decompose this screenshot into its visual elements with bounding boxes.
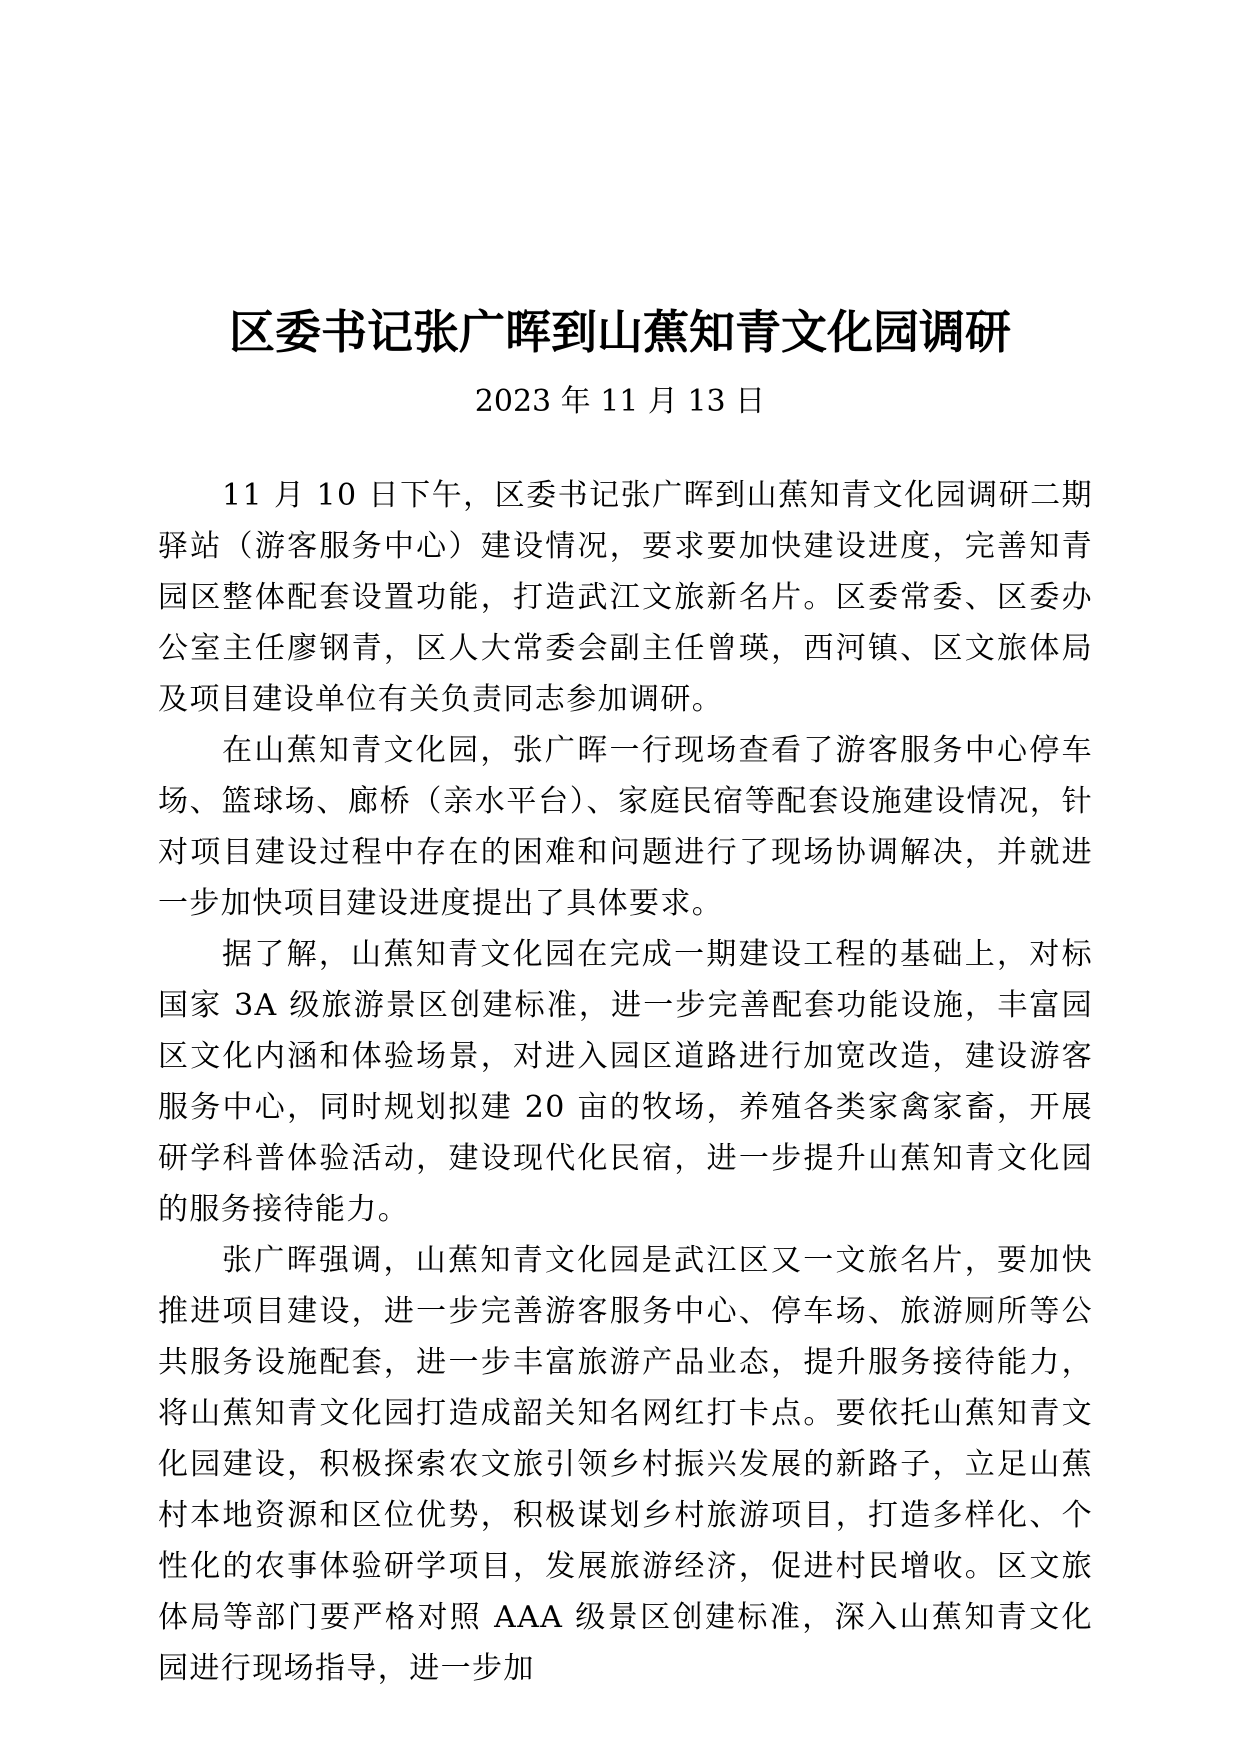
paragraph-4: 张广晖强调，山蕉知青文化园是武江区又一文旅名片，要加快推进项目建设，进一步完善游客服务中心、停车场、旅游厕所等公共服务设施配套，进一步丰富旅游产品业态，提升服务接待能力，将山蕉知青文化园打造成韶关知名网红打卡点。要依托山蕉知青文化园建设，积极探索农文旅引领乡村振兴发展的新路子，立足山蕉村本地资源和区位优势，积极谋划乡村旅游项目，打造多样化、个性化的农事体验研学项目，发展旅游经济，促进村民增收。区文旅体局等部门要严格对照 AAA 级景区创建标准，深入山蕉知青文化园进行现场指导，进一步加 bbox=[158, 1243, 1093, 1686]
paragraph-1: 11 月 10 日下午，区委书记张广晖到山蕉知青文化园调研二期驿站（游客服务中心）建设情况，要求要加快建设进度，完善知青园区整体配套设置功能，打造武江文旅新名片。区委常委、区委办公室主任廖钢青，区人大常委会副主任曾瑛，西河镇、区文旅体局及项目建设单位有关负责同志参加调研。 bbox=[158, 478, 1093, 717]
document-date: 2023 年 11 月 13 日 bbox=[474, 384, 766, 419]
document-title: 区委书记张广晖到山蕉知青文化园调研 bbox=[229, 305, 1011, 359]
document-body bbox=[158, 470, 1093, 1694]
paragraph-3: 据了解，山蕉知青文化园在完成一期建设工程的基础上，对标国家 3A 级旅游景区创建标准，进一步完善配套功能设施，丰富园区文化内涵和体验场景，对进入园区道路进行加宽改造，建设游客服务中心，同时规划拟建 20 亩的牧场，养殖各类家禽家畜，开展研学科普体验活动，建设现代化民宿，进一步提升山蕉知青文化园的服务接待能力。 bbox=[158, 937, 1093, 1227]
paragraph-2: 在山蕉知青文化园，张广晖一行现场查看了游客服务中心停车场、篮球场、廊桥（亲水平台）、家庭民宿等配套设施建设情况，针对项目建设过程中存在的困难和问题进行了现场协调解决，并就进一步加快项目建设进度提出了具体要求。 bbox=[158, 733, 1093, 921]
